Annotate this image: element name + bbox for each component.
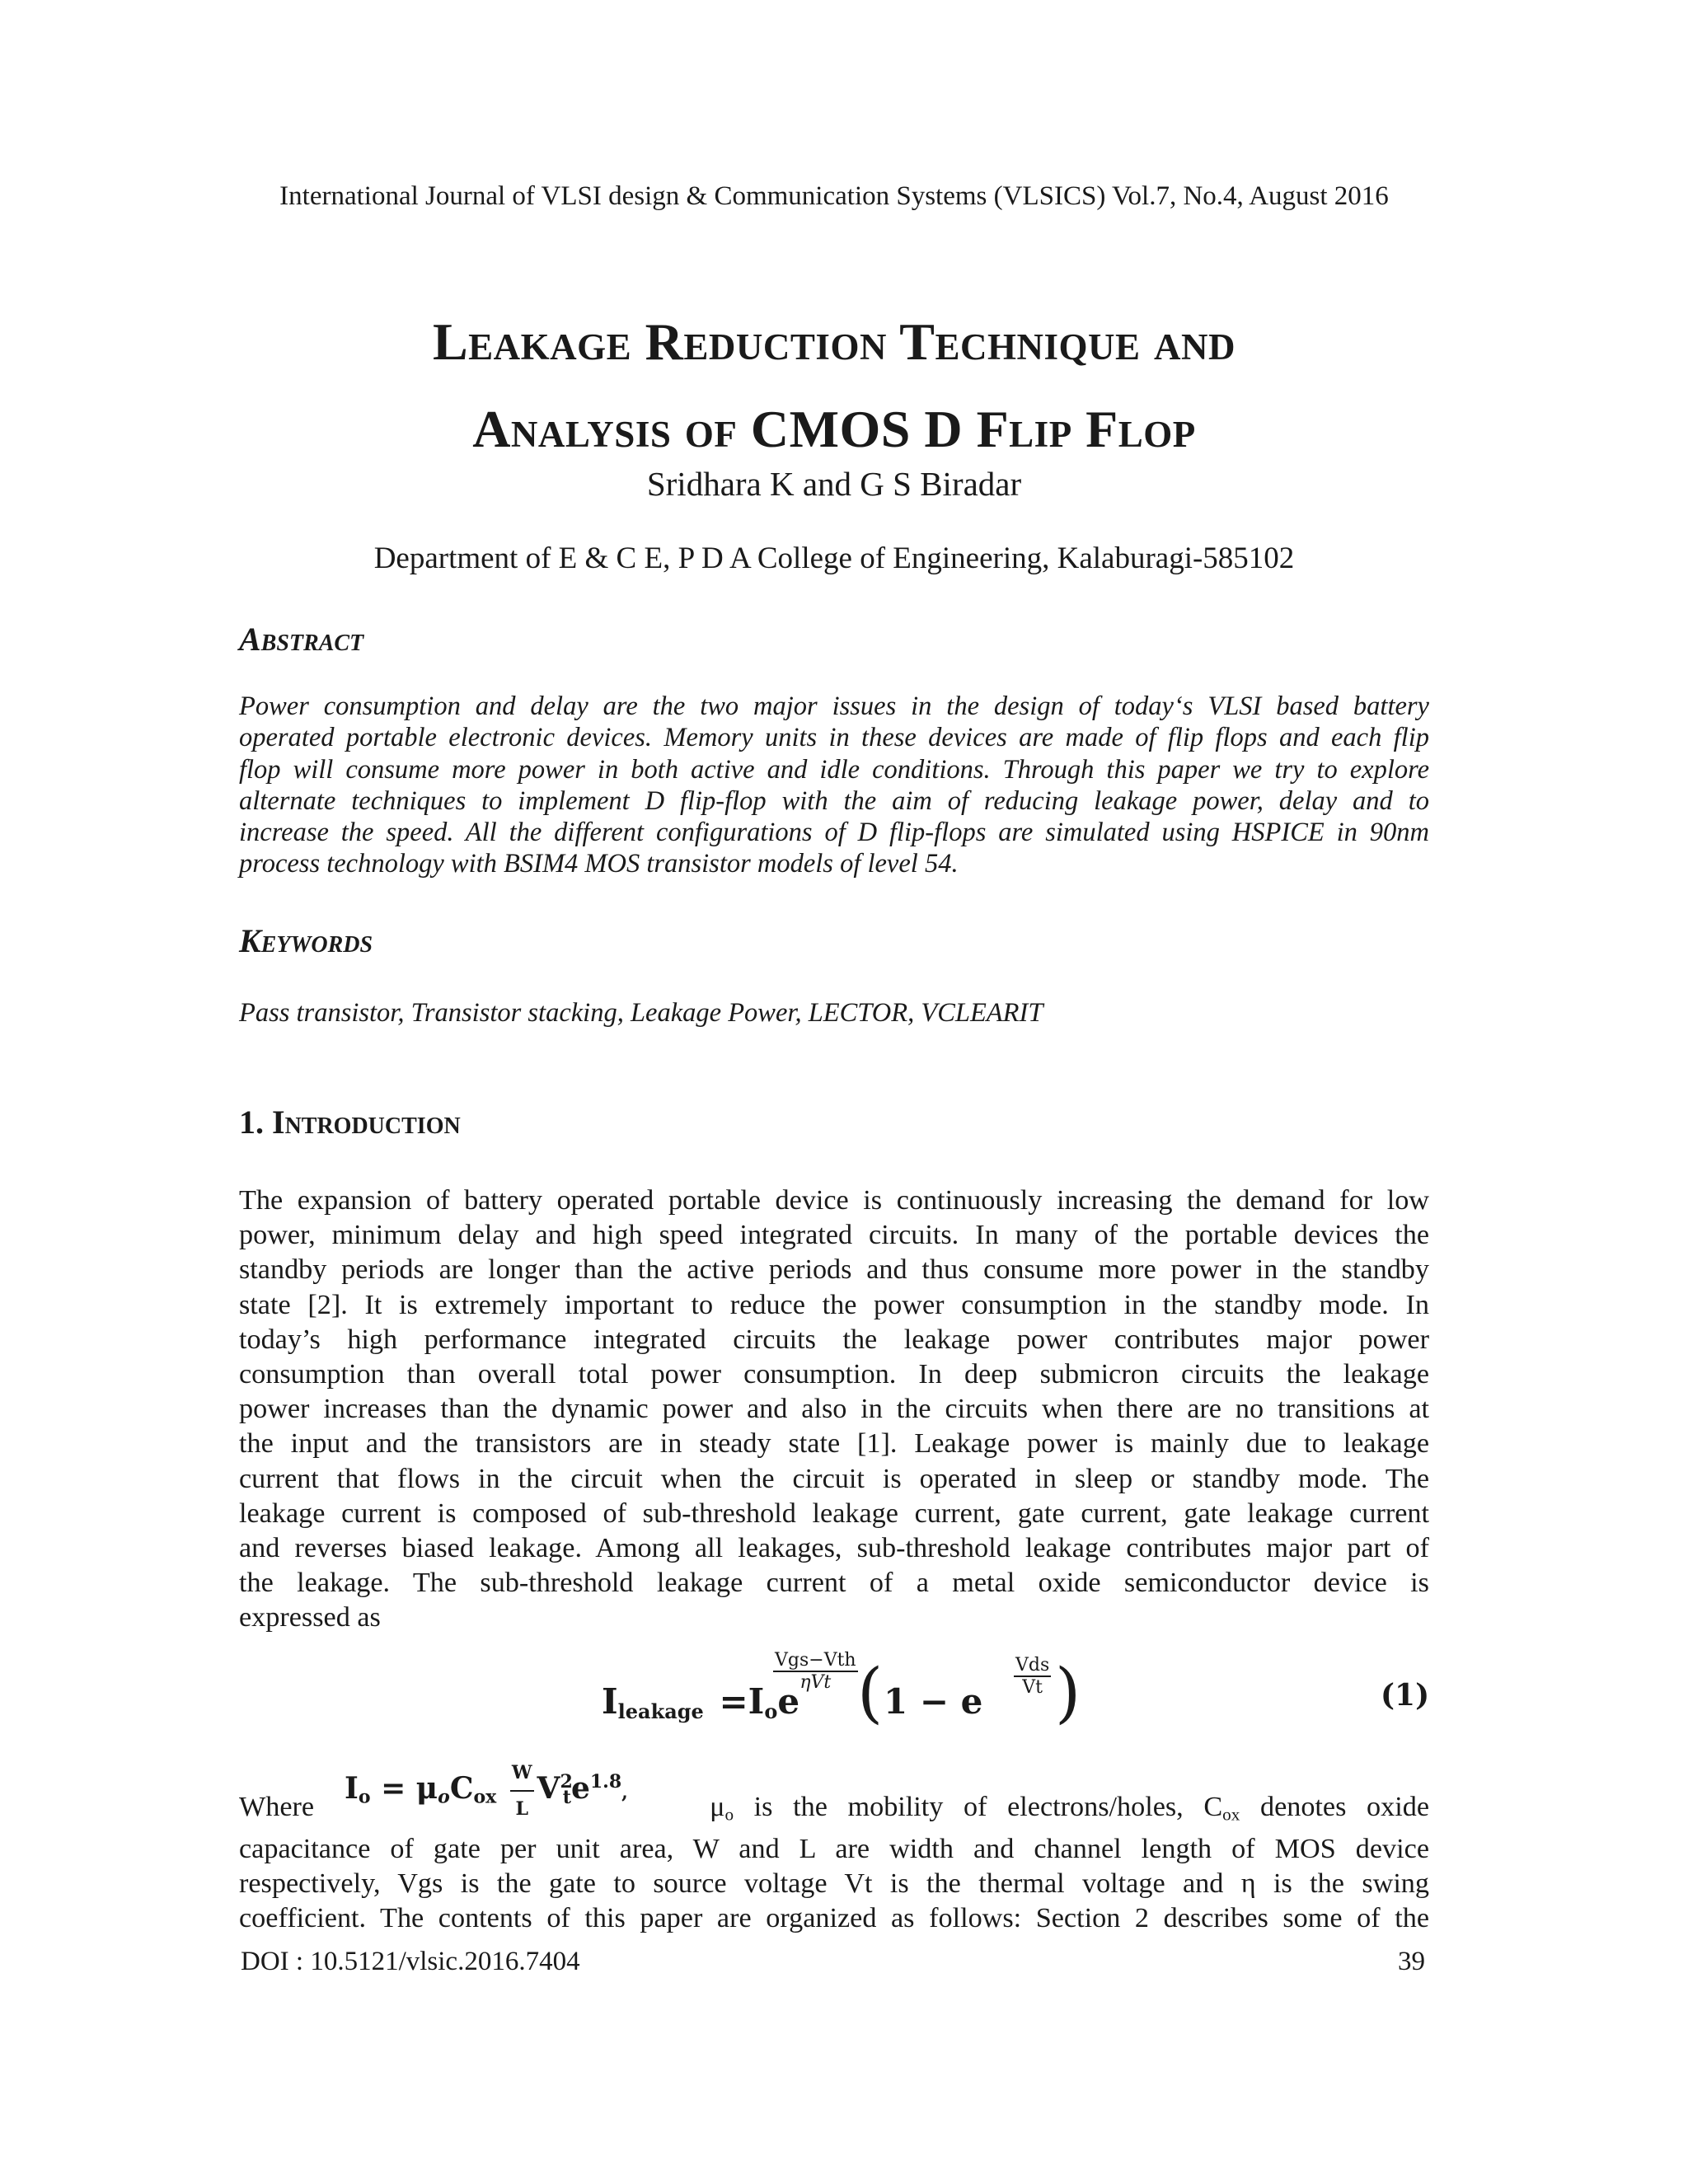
where-line-1-text — [710, 1790, 1429, 1832]
abstract-line: Power consumption and delay are the two major issues in the design of today‘s VLSI based battery — [239, 691, 1429, 721]
v-superscript: 2 — [560, 1771, 573, 1793]
intro-line: power increases than the dynamic power and also in the circuits when there are no transitions at — [239, 1394, 1429, 1425]
keywords-heading: Keywords — [239, 922, 373, 959]
oxide-text: denotes oxide — [1240, 1792, 1429, 1822]
mobility-text: is the mobility of electrons/holes, C — [734, 1792, 1223, 1822]
eq-io-symbol: I — [748, 1681, 765, 1722]
io-def-equals-mu: = μ — [381, 1771, 438, 1807]
introduction-body — [239, 1183, 1429, 1636]
section-title: Introduction — [272, 1104, 461, 1141]
equation-number: (1) — [1381, 1678, 1430, 1713]
abstract-heading: Abstract — [239, 621, 364, 658]
c-subscript: ox — [473, 1786, 497, 1808]
authors: Sridhara K and G S Biradar — [646, 465, 1022, 503]
intro-line: The expansion of battery operated portable device is continuously increasing the demand for low — [239, 1185, 1429, 1216]
eq-io-subscript: o — [764, 1699, 778, 1723]
v-subscript: t — [562, 1786, 571, 1808]
where-line: coefficient. The contents of this paper are organized as follows: Section 2 describes some of the — [239, 1902, 1429, 1933]
l-denominator: L — [515, 1798, 528, 1821]
mu-subscript: o — [438, 1786, 450, 1808]
equation-1 — [577, 1648, 1154, 1739]
eq-exp-base: e — [777, 1681, 800, 1722]
eq-paren-close: ) — [1055, 1654, 1081, 1731]
intro-line: the leakage. The sub-threshold leakage current of a metal oxide semiconductor device is — [239, 1568, 1429, 1599]
w-numerator: W — [510, 1755, 534, 1792]
v-symbol: V — [537, 1771, 560, 1807]
cox-subscript: ox — [1222, 1804, 1240, 1825]
where-word: Where — [239, 1792, 315, 1822]
eq-exp2-numerator: Vds — [1015, 1655, 1050, 1675]
eq-equals: = — [719, 1681, 748, 1722]
keywords-text: Pass transistor, Transistor stacking, Leakage Power, LECTOR, VCLEARIT — [239, 998, 1043, 1028]
page-number: 39 — [1398, 1947, 1425, 1976]
io-def-subscript: o — [358, 1786, 371, 1808]
intro-line: expressed as — [239, 1602, 381, 1633]
e-superscript: 1.8 — [589, 1771, 622, 1793]
abstract-line: alternate techniques to implement D flip-flop with the aim of reducing leakage power, delay and to — [239, 785, 1429, 816]
abstract-body — [239, 691, 1429, 880]
section-number: 1. — [239, 1104, 264, 1141]
eq-lhs-symbol: I — [602, 1681, 618, 1722]
eq-exp1-denominator: ηVt — [799, 1672, 832, 1693]
title-line-1: Leakage Reduction Technique and — [432, 312, 1236, 371]
title-line-2: Analysis of CMOS D Flip Flop — [472, 400, 1196, 458]
intro-line: current that flows in the circuit when the circuit is operated in sleep or standby mode. The — [239, 1463, 1429, 1494]
mu-symbol: μ — [710, 1792, 725, 1822]
eq-paren-open: ( — [857, 1654, 884, 1731]
eq-exp1-numerator: Vgs−Vth — [775, 1650, 856, 1671]
intro-line: power, minimum delay and high speed integrated circuits. In many of the portable devices the — [239, 1220, 1429, 1251]
io-def-comma: , — [621, 1782, 628, 1804]
abstract-line: operated portable electronic devices. Memory units in these devices are made of flip flops and each flip — [239, 723, 1429, 753]
io-def-symbol: I — [345, 1771, 359, 1807]
intro-line: state [2]. It is extremely important to reduce the power consumption in the standby mode. In — [239, 1289, 1429, 1320]
eq-lhs-subscript: leakage — [617, 1699, 704, 1723]
intro-line: today’s high performance integrated circuits the leakage power contributes major power — [239, 1324, 1429, 1355]
footer-doi: DOI : 10.5121/vlsic.2016.7404 — [241, 1947, 580, 1976]
e-symbol: e — [570, 1771, 590, 1807]
mu-text-subscript: o — [724, 1804, 734, 1825]
intro-line: and reverses biased leakage. Among all leakages, sub-threshold leakage contributes major part of — [239, 1533, 1429, 1564]
where-line: respectively, Vgs is the gate to source voltage Vt is the thermal voltage and η is the swing — [239, 1868, 1429, 1899]
abstract-line: flop will consume more power in both active and idle conditions. Through this paper we try to explore — [239, 754, 1429, 785]
eq-exp2-denominator: Vt — [1022, 1677, 1043, 1698]
intro-line: the input and the transistors are in steady state [1]. Leakage power is mainly due to leakage — [239, 1428, 1429, 1460]
affiliation: Department of E & C E, P D A College of Engineering, Kalaburagi-585102 — [373, 541, 1295, 575]
running-header: International Journal of VLSI design & Communication Systems (VLSICS) Vol.7, No.4, August 2016 — [279, 181, 1389, 211]
intro-line: consumption than overall total power consumption. In deep submicron circuits the leakage — [239, 1359, 1429, 1390]
abstract-line: process technology with BSIM4 MOS transistor models of level 54. — [239, 849, 959, 879]
intro-line: standby periods are longer than the active periods and thus consume more power in the standby — [239, 1254, 1429, 1286]
intro-line: leakage current is composed of sub-threshold leakage current, gate current, gate leakage current — [239, 1497, 1429, 1529]
introduction-heading — [239, 1103, 461, 1141]
where-paragraph — [239, 1760, 1429, 1936]
paper-title — [0, 298, 1668, 473]
c-symbol: C — [449, 1771, 474, 1807]
abstract-line: increase the speed. All the different configurations of D flip-flops are simulated using HSPICE in 90nm — [239, 818, 1429, 848]
where-line: capacitance of gate per unit area, W and L are width and channel length of MOS device — [239, 1833, 1429, 1864]
w-over-l — [510, 1755, 534, 1826]
eq-one-minus-e: 1 − e — [884, 1681, 983, 1722]
